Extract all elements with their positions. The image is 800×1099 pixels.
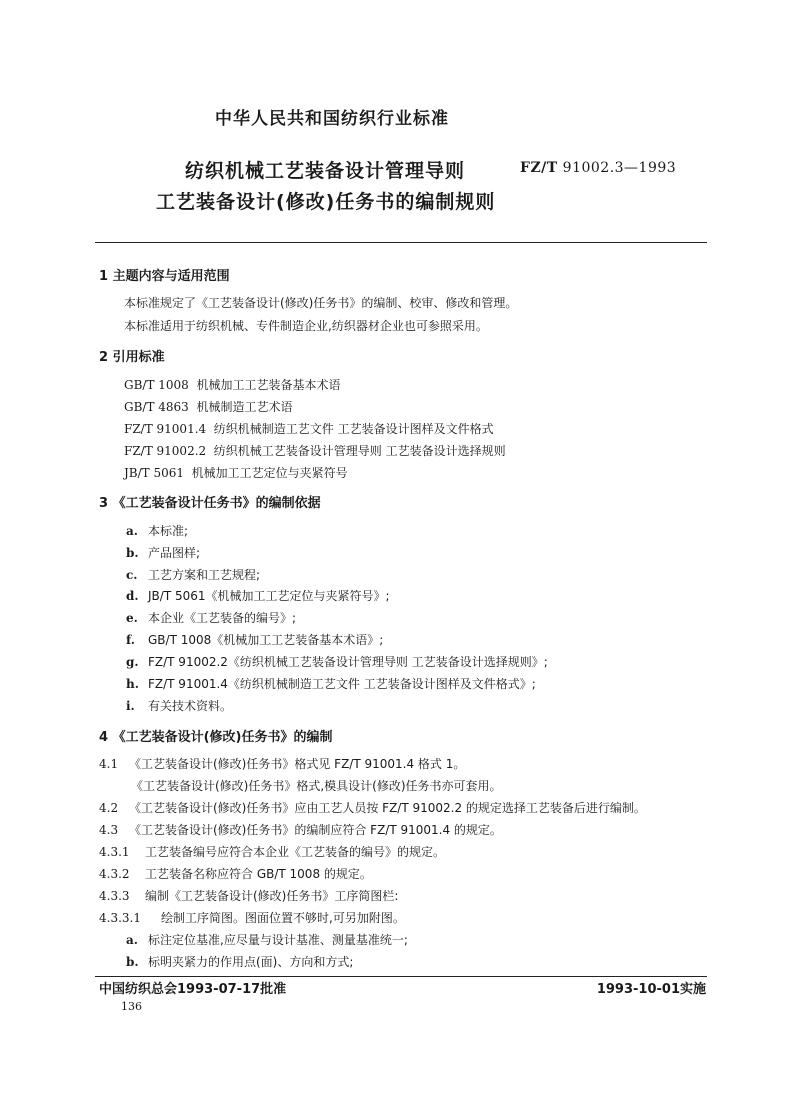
list-item-text: 有关技术资料。 — [148, 699, 233, 713]
reference-item — [124, 398, 292, 415]
list-item-label: b. — [126, 955, 139, 969]
list-item-label: d. — [126, 589, 139, 603]
effective-date: 1993-10-01实施 — [596, 982, 706, 997]
issued-date: 中国纺织总会1993-07-17批准 — [99, 982, 287, 997]
reference-title: 纺织机械制造工艺文件 工艺装备设计图样及文件格式 — [213, 422, 494, 436]
list-item-label: a. — [126, 933, 138, 947]
list-item-text: FZ/T 91002.2《纺织机械工艺装备设计管理导则 工艺装备设计选择规则》; — [148, 655, 548, 669]
standard-title-line1: 纺织机械工艺装备设计管理导则 — [185, 160, 466, 182]
section2-heading: 2 引用标准 — [99, 350, 165, 365]
clause-4-1-continued: 《工艺装备设计(修改)任务书》格式,模具设计(修改)任务书亦可套用。 — [131, 779, 502, 793]
section1-para2: 本标准适用于纺织机械、专件制造企业,纺织器材企业也可参照采用。 — [124, 319, 488, 333]
section1-para1: 本标准规定了《工艺装备设计(修改)任务书》的编制、校审、修改和管理。 — [124, 296, 518, 310]
standard-title-line2: 工艺装备设计(修改)任务书的编制规则 — [156, 191, 496, 213]
list-item-label: h. — [126, 677, 139, 691]
list-item-text: 标明夹紧力的作用点(面)、方向和方式; — [148, 955, 354, 969]
footer-divider — [95, 976, 707, 977]
reference-code: FZ/T 91002.2 — [124, 444, 207, 458]
issuer-title: 中华人民共和国纺织行业标准 — [215, 109, 449, 129]
list-item-text: FZ/T 91001.4《纺织机械制造工艺文件 工艺装备设计图样及文件格式》; — [148, 677, 536, 691]
list-item-label: c. — [126, 568, 138, 582]
list-item-text: JB/T 5061《机械加工工艺定位与夹紧符号》; — [148, 589, 390, 603]
section1-heading: 1 主题内容与适用范围 — [99, 269, 230, 284]
reference-title: 机械加工工艺定位与夹紧符号 — [191, 466, 348, 480]
reference-item — [124, 420, 494, 437]
list-item — [126, 631, 383, 648]
reference-item — [124, 376, 340, 393]
standard-prefix: FZ/T — [520, 160, 558, 176]
header-divider — [95, 242, 707, 243]
section4-heading: 4 《工艺装备设计(修改)任务书》的编制 — [99, 730, 333, 745]
clause-text: 《工艺装备设计(修改)任务书》应由工艺人员按 FZ/T 91002.2 的规定选择工艺装备后进行编制。 — [129, 801, 646, 815]
sub-list-item — [126, 931, 408, 948]
clause-number: 4.3 — [99, 823, 119, 837]
list-item — [126, 566, 260, 583]
list-item-label: g. — [126, 655, 139, 669]
list-item — [126, 653, 548, 670]
list-item — [126, 544, 200, 561]
reference-item — [124, 464, 348, 481]
clause-4-3-2 — [99, 865, 372, 882]
clause-number: 4.3.3 — [99, 889, 130, 903]
list-item-label: a. — [126, 524, 138, 538]
standard-number — [520, 160, 676, 176]
sub-list-item — [126, 953, 353, 970]
standard-code: 91002.3—1993 — [562, 160, 677, 176]
clause-number: 4.2 — [99, 801, 119, 815]
clause-4-3-3-1 — [99, 909, 405, 926]
list-item — [126, 697, 232, 714]
clause-number: 4.1 — [99, 757, 119, 771]
reference-code: GB/T 1008 — [124, 378, 189, 392]
list-item-label: b. — [126, 546, 139, 560]
reference-code: JB/T 5061 — [124, 466, 185, 480]
list-item — [126, 609, 296, 626]
list-item-label: f. — [126, 633, 135, 647]
clause-text: 《工艺装备设计(修改)任务书》格式见 FZ/T 91001.4 格式 1。 — [129, 757, 466, 771]
clause-text: 工艺装备编号应符合本企业《工艺装备的编号》的规定。 — [145, 845, 446, 859]
list-item-label: i. — [126, 699, 135, 713]
clause-4-3-1 — [99, 843, 445, 860]
reference-code: GB/T 4863 — [124, 400, 189, 414]
page-number: 136 — [121, 1000, 142, 1013]
list-item-text: GB/T 1008《机械加工工艺装备基本术语》; — [148, 633, 384, 647]
list-item — [126, 522, 188, 539]
clause-text: 绘制工序简图。图面位置不够时,可另加附图。 — [161, 911, 405, 925]
reference-title: 纺织机械工艺装备设计管理导则 工艺装备设计选择规则 — [213, 444, 506, 458]
section3-heading: 3 《工艺装备设计任务书》的编制依据 — [99, 496, 321, 511]
reference-title: 机械加工工艺装备基本术语 — [196, 378, 341, 392]
list-item-text: 产品图样; — [148, 546, 201, 560]
clause-text: 《工艺装备设计(修改)任务书》的编制应符合 FZ/T 91001.4 的规定。 — [129, 823, 502, 837]
clause-4-3-3 — [99, 887, 398, 904]
clause-4-3 — [99, 821, 502, 838]
list-item-text: 本标准; — [148, 524, 189, 538]
list-item-label: e. — [126, 611, 138, 625]
clause-number: 4.3.2 — [99, 867, 130, 881]
list-item — [126, 675, 536, 692]
list-item-text: 工艺方案和工艺规程; — [148, 568, 261, 582]
clause-text: 工艺装备名称应符合 GB/T 1008 的规定。 — [145, 867, 372, 881]
list-item-text: 标注定位基准,应尽量与设计基准、测量基准统一; — [148, 933, 408, 947]
clause-number: 4.3.3.1 — [99, 911, 141, 925]
reference-item — [124, 442, 506, 459]
clause-4-2 — [99, 799, 646, 816]
reference-code: FZ/T 91001.4 — [124, 422, 207, 436]
clause-4-1 — [99, 755, 465, 772]
list-item-text: 本企业《工艺装备的编号》; — [148, 611, 297, 625]
clause-text: 编制《工艺装备设计(修改)任务书》工序简图栏: — [145, 889, 399, 903]
list-item — [126, 587, 390, 604]
clause-number: 4.3.1 — [99, 845, 130, 859]
reference-title: 机械制造工艺术语 — [196, 400, 293, 414]
